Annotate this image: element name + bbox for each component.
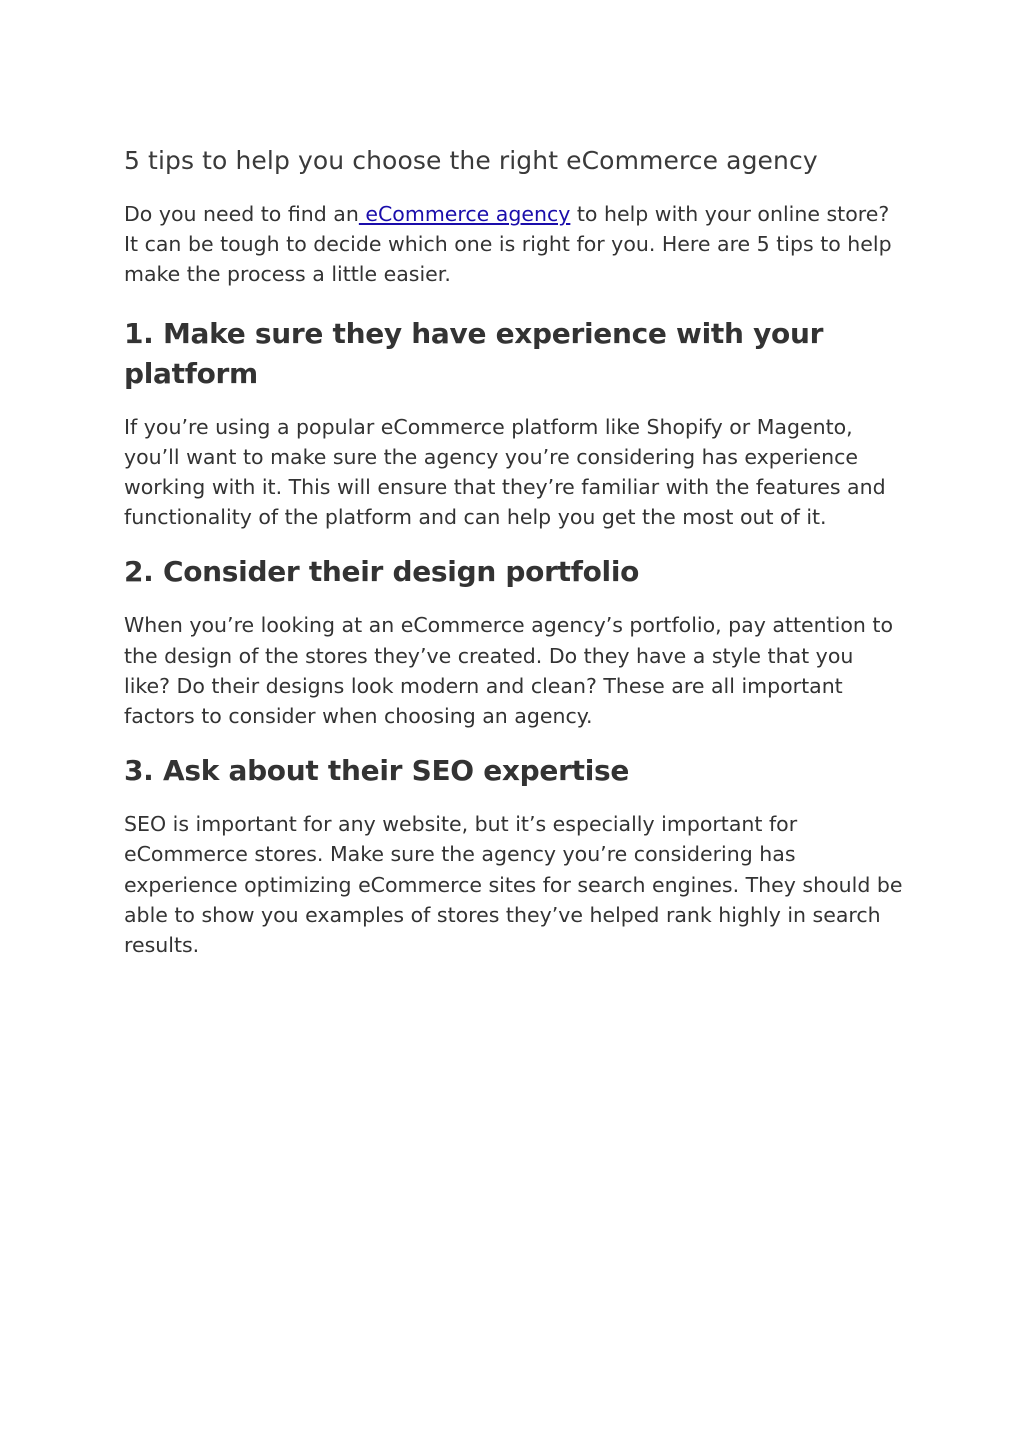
intro-paragraph — [124, 199, 904, 290]
intro-text-after-link: to help with your online store? It can be tough to decide which one is right for you. Here are 5 tips to help make the process a little easier. — [124, 202, 892, 287]
section-heading-1: 1. Make sure they have experience with your platform — [124, 316, 824, 390]
section-heading-3: 3. Ask about their SEO expertise — [124, 754, 630, 788]
intro-text-before-link: Do you need to find an — [124, 202, 359, 226]
section-heading-2: 2. Consider their design portfolio — [124, 555, 640, 589]
document-title: 5 tips to help you choose the right eCommerce agency — [124, 146, 818, 175]
section-body-2: When you’re looking at an eCommerce agency’s portfolio, pay attention to the design of the stores they’ve created. Do they have a style that you like? Do their designs look modern and clean? These are all important factors to consider when choosing an agency. — [124, 613, 894, 729]
section-body-3: SEO is important for any website, but it’s especially important for eCommerce stores. Make sure the agency you’re considering has experience optimizing eCommerce sites for search engines. They should be able to show you examples of stores they’ve helped rank highly in search results. — [124, 812, 903, 958]
document-page — [124, 140, 904, 960]
ecommerce-agency-link[interactable]: eCommerce agency — [358, 202, 571, 226]
section-body-1: If you’re using a popular eCommerce platform like Shopify or Magento, you’ll want to make sure the agency you’re considering has experience working with it. This will ensure that they’re familiar with the features and functionality of the platform and can help you get the most out of it. — [124, 414, 886, 530]
